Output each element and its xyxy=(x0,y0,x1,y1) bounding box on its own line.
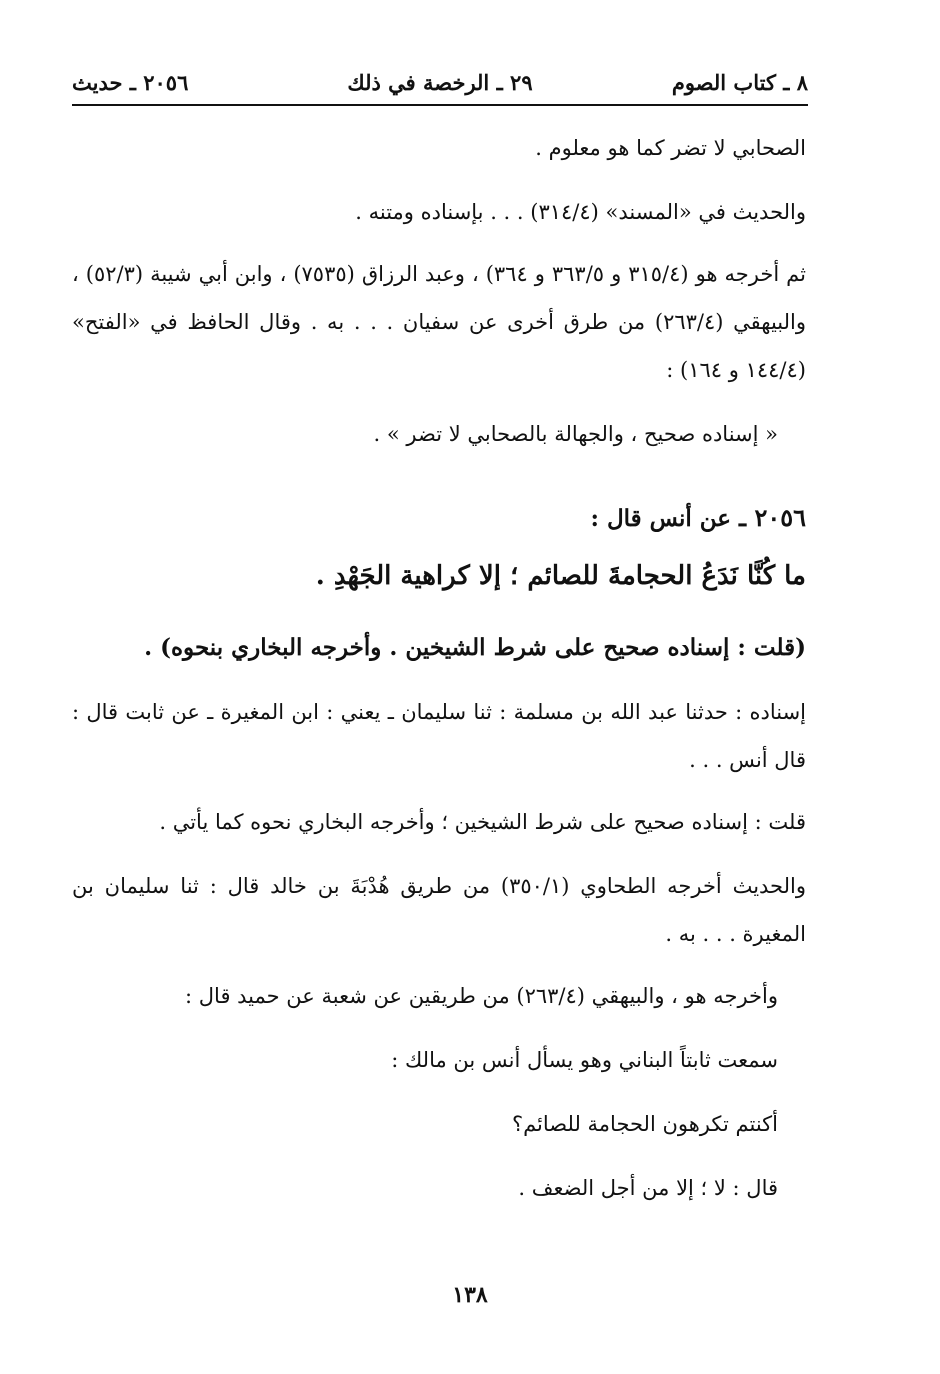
paragraph: وأخرجه هو ، والبيهقي (٢٦٣/٤) من طريقين عن شعبة عن حميد قال : xyxy=(185,984,778,1008)
paragraph: سمعت ثابتاً البناني وهو يسأل أنس بن مالك : xyxy=(391,1048,778,1072)
running-header xyxy=(72,70,808,106)
paragraph: أكنتم تكرهون الحجامة للصائم؟ xyxy=(511,1112,778,1136)
paragraph: والحديث أخرجه الطحاوي (٣٥٠/١) من طريق هُدْبَةَ بن خالد قال : ثنا سليمان بن المغيرة . . . به . xyxy=(72,874,806,946)
hadith-grading: (قلت : إسناده صحيح على شرط الشيخين . وأخرجه البخاري بنحوه) . xyxy=(144,634,806,661)
hadith-heading xyxy=(72,494,806,543)
paragraph: قال : لا ؛ إلا من أجل الضعف . xyxy=(518,1176,778,1200)
hadith-number: ٢٠٥٦ ـ xyxy=(739,503,806,532)
quote: « إسناده صحيح ، والجهالة بالصحابي لا تضر » . xyxy=(373,422,778,446)
paragraph: والحديث في «المسند» (٣١٤/٤) . . . بإسناده ومتنه . xyxy=(355,200,806,224)
hadith-narrator: عن أنس قال : xyxy=(590,505,732,532)
hadith-text: ما كُنَّا نَدَعُ الحجامةَ للصائم ؛ إلا كراهية الجَهْدِ . xyxy=(315,561,806,591)
paragraph: قلت : إسناده صحيح على شرط الشيخين ؛ وأخرجه البخاري نحوه كما يأتي . xyxy=(159,810,806,834)
header-section: ٢٩ ـ الرخصة في ذلك xyxy=(347,70,533,95)
header-chapter: ٨ ـ كتاب الصوم xyxy=(671,70,808,95)
page-number: ١٣٨ xyxy=(452,1282,488,1308)
paragraph: ثم أخرجه هو (٣١٥/٤ و ٣٦٣/٥ و ٣٦٤) ، وعبد الرزاق (٧٥٣٥) ، وابن أبي شيبة (٥٢/٣) ، والبيهقي (٢٦٣/٤) من طرق أخرى عن سفيان . . . به . وقال الحافظ في «الفتح» (١٤٤/٤ و ١٦٤) : xyxy=(72,262,806,382)
paragraph: إسناده : حدثنا عبد الله بن مسلمة : ثنا سليمان ـ يعني : ابن المغيرة ـ عن ثابت قال : قال أنس . . . xyxy=(72,700,806,772)
header-hadith: ٢٠٥٦ ـ حديث xyxy=(72,70,189,95)
paragraph: الصحابي لا تضر كما هو معلوم . xyxy=(535,136,806,160)
